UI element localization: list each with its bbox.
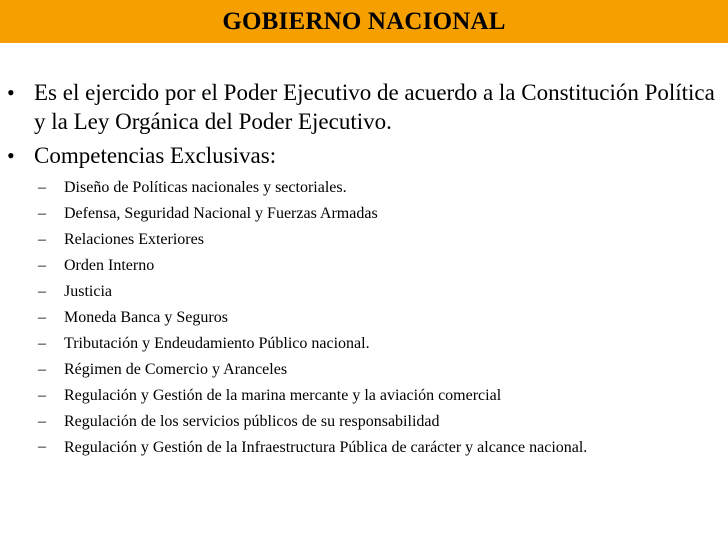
dash-icon: – xyxy=(38,413,46,430)
dash-icon: – xyxy=(38,361,46,378)
list-item-text: Defensa, Seguridad Nacional y Fuerzas Armadas xyxy=(64,205,378,222)
slide-content xyxy=(0,78,728,460)
bullet-icon: • xyxy=(7,80,15,105)
list-item-text: Régimen de Comercio y Aranceles xyxy=(64,361,288,378)
list-item xyxy=(0,201,728,227)
list-item-text: Diseño de Políticas nacionales y sectoriales. xyxy=(64,179,347,196)
list-item xyxy=(0,253,728,279)
bullet-text: Competencias Exclusivas: xyxy=(34,143,277,168)
list-item-text: Moneda Banca y Seguros xyxy=(64,309,228,326)
list-item xyxy=(0,357,728,383)
bullet-icon: • xyxy=(7,143,15,168)
list-item-text: Orden Interno xyxy=(64,257,155,274)
bullet-item xyxy=(0,141,728,170)
bullet-item xyxy=(0,78,728,136)
list-item xyxy=(0,227,728,253)
dash-icon: – xyxy=(38,387,46,404)
bullet-text: Es el ejercido por el Poder Ejecutivo de acuerdo a la Constitución Política y la Ley Orgánica del Poder Ejecutivo. xyxy=(34,80,715,134)
dash-icon: – xyxy=(38,205,46,222)
list-item xyxy=(0,175,728,201)
list-item-text: Relaciones Exteriores xyxy=(64,231,204,248)
list-item-text: Regulación de los servicios públicos de su responsabilidad xyxy=(64,413,440,430)
dash-icon: – xyxy=(38,335,46,352)
list-item xyxy=(0,383,728,409)
competencias-list xyxy=(0,175,728,460)
list-item xyxy=(0,279,728,305)
list-item-text: Tributación y Endeudamiento Público nacional. xyxy=(64,335,370,352)
list-item xyxy=(0,409,728,435)
title-bar xyxy=(0,0,728,43)
list-item xyxy=(0,435,728,460)
list-item-text: Justicia xyxy=(64,283,112,300)
slide-title: GOBIERNO NACIONAL xyxy=(222,7,506,35)
list-item xyxy=(0,331,728,357)
dash-icon: – xyxy=(38,438,46,455)
dash-icon: – xyxy=(38,231,46,248)
dash-icon: – xyxy=(38,283,46,300)
list-item xyxy=(0,305,728,331)
dash-icon: – xyxy=(38,179,46,196)
list-item-text: Regulación y Gestión de la marina mercante y la aviación comercial xyxy=(64,387,502,404)
dash-icon: – xyxy=(38,257,46,274)
list-item-text: Regulación y Gestión de la Infraestructura Pública de carácter y alcance nacional. xyxy=(64,439,588,456)
dash-icon: – xyxy=(38,309,46,326)
